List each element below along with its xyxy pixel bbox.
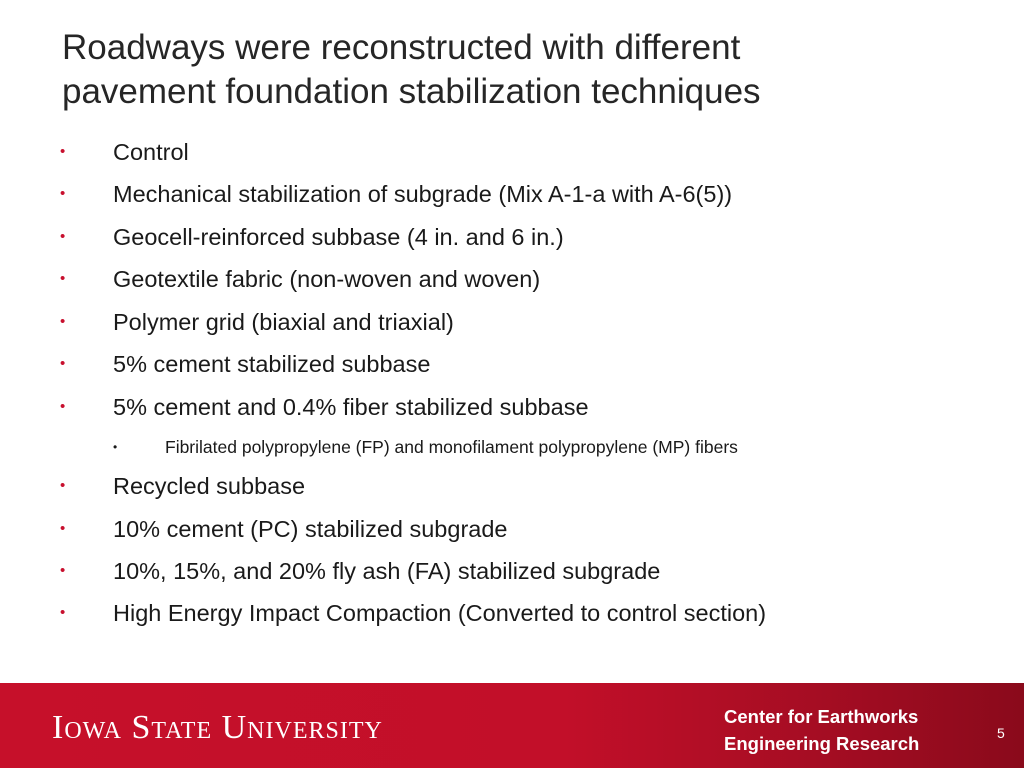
list-item bbox=[0, 222, 1000, 256]
list-item-text: Geocell-reinforced subbase (4 in. and 6 in.) bbox=[113, 224, 564, 250]
bullet-marker: • bbox=[60, 270, 66, 287]
list-item bbox=[0, 264, 1000, 298]
list-item-text: Recycled subbase bbox=[113, 473, 306, 499]
slide-title-line-1: Roadways were reconstructed with different bbox=[62, 28, 741, 67]
list-item-text: Control bbox=[113, 139, 189, 165]
bullet-marker: • bbox=[60, 313, 66, 330]
university-logo: Iowa State University bbox=[52, 709, 383, 746]
bullet-marker: • bbox=[60, 604, 66, 621]
sub-list-item bbox=[0, 435, 1000, 469]
list-item bbox=[0, 598, 1000, 632]
list-item bbox=[0, 137, 1000, 171]
sub-list-item-text: Fibrilated polypropylene (FP) and monofilament polypropylene (MP) fibers bbox=[165, 437, 738, 457]
bullet-marker: • bbox=[60, 520, 66, 537]
list-item bbox=[0, 556, 1000, 590]
list-item-text: Mechanical stabilization of subgrade (Mix A-1-a with A-6(5)) bbox=[113, 181, 733, 207]
list-item bbox=[0, 179, 1000, 213]
list-item-text: Polymer grid (biaxial and triaxial) bbox=[113, 309, 454, 335]
bullet-marker: • bbox=[60, 355, 66, 372]
list-item-text: 10% cement (PC) stabilized subgrade bbox=[113, 516, 508, 542]
list-item bbox=[0, 392, 1000, 426]
center-name bbox=[724, 703, 919, 757]
list-item-text: Geotextile fabric (non-woven and woven) bbox=[113, 266, 541, 292]
list-item-text: 5% cement stabilized subbase bbox=[113, 351, 431, 377]
list-item bbox=[0, 514, 1000, 548]
bullet-marker: • bbox=[60, 398, 66, 415]
slide-title-line-2: pavement foundation stabilization techniques bbox=[62, 72, 761, 111]
list-item bbox=[0, 307, 1000, 341]
center-name-line-1: Center for Earthworks bbox=[724, 706, 919, 727]
slide-number: 5 bbox=[997, 725, 1005, 741]
list-item-text: High Energy Impact Compaction (Converted to control section) bbox=[113, 600, 767, 626]
list-item-text: 5% cement and 0.4% fiber stabilized subbase bbox=[113, 394, 589, 420]
bullet-marker: • bbox=[60, 143, 66, 160]
bullet-marker: • bbox=[60, 185, 66, 202]
list-item bbox=[0, 471, 1000, 505]
footer-bar bbox=[0, 683, 1024, 768]
bullet-marker: • bbox=[60, 562, 66, 579]
bullet-marker: • bbox=[60, 228, 66, 245]
center-name-line-2: Engineering Research bbox=[724, 733, 920, 754]
list-item bbox=[0, 349, 1000, 383]
bullet-marker: • bbox=[60, 477, 66, 494]
list-item-text: 10%, 15%, and 20% fly ash (FA) stabilized subgrade bbox=[113, 558, 661, 584]
sub-bullet-marker: • bbox=[113, 440, 118, 454]
